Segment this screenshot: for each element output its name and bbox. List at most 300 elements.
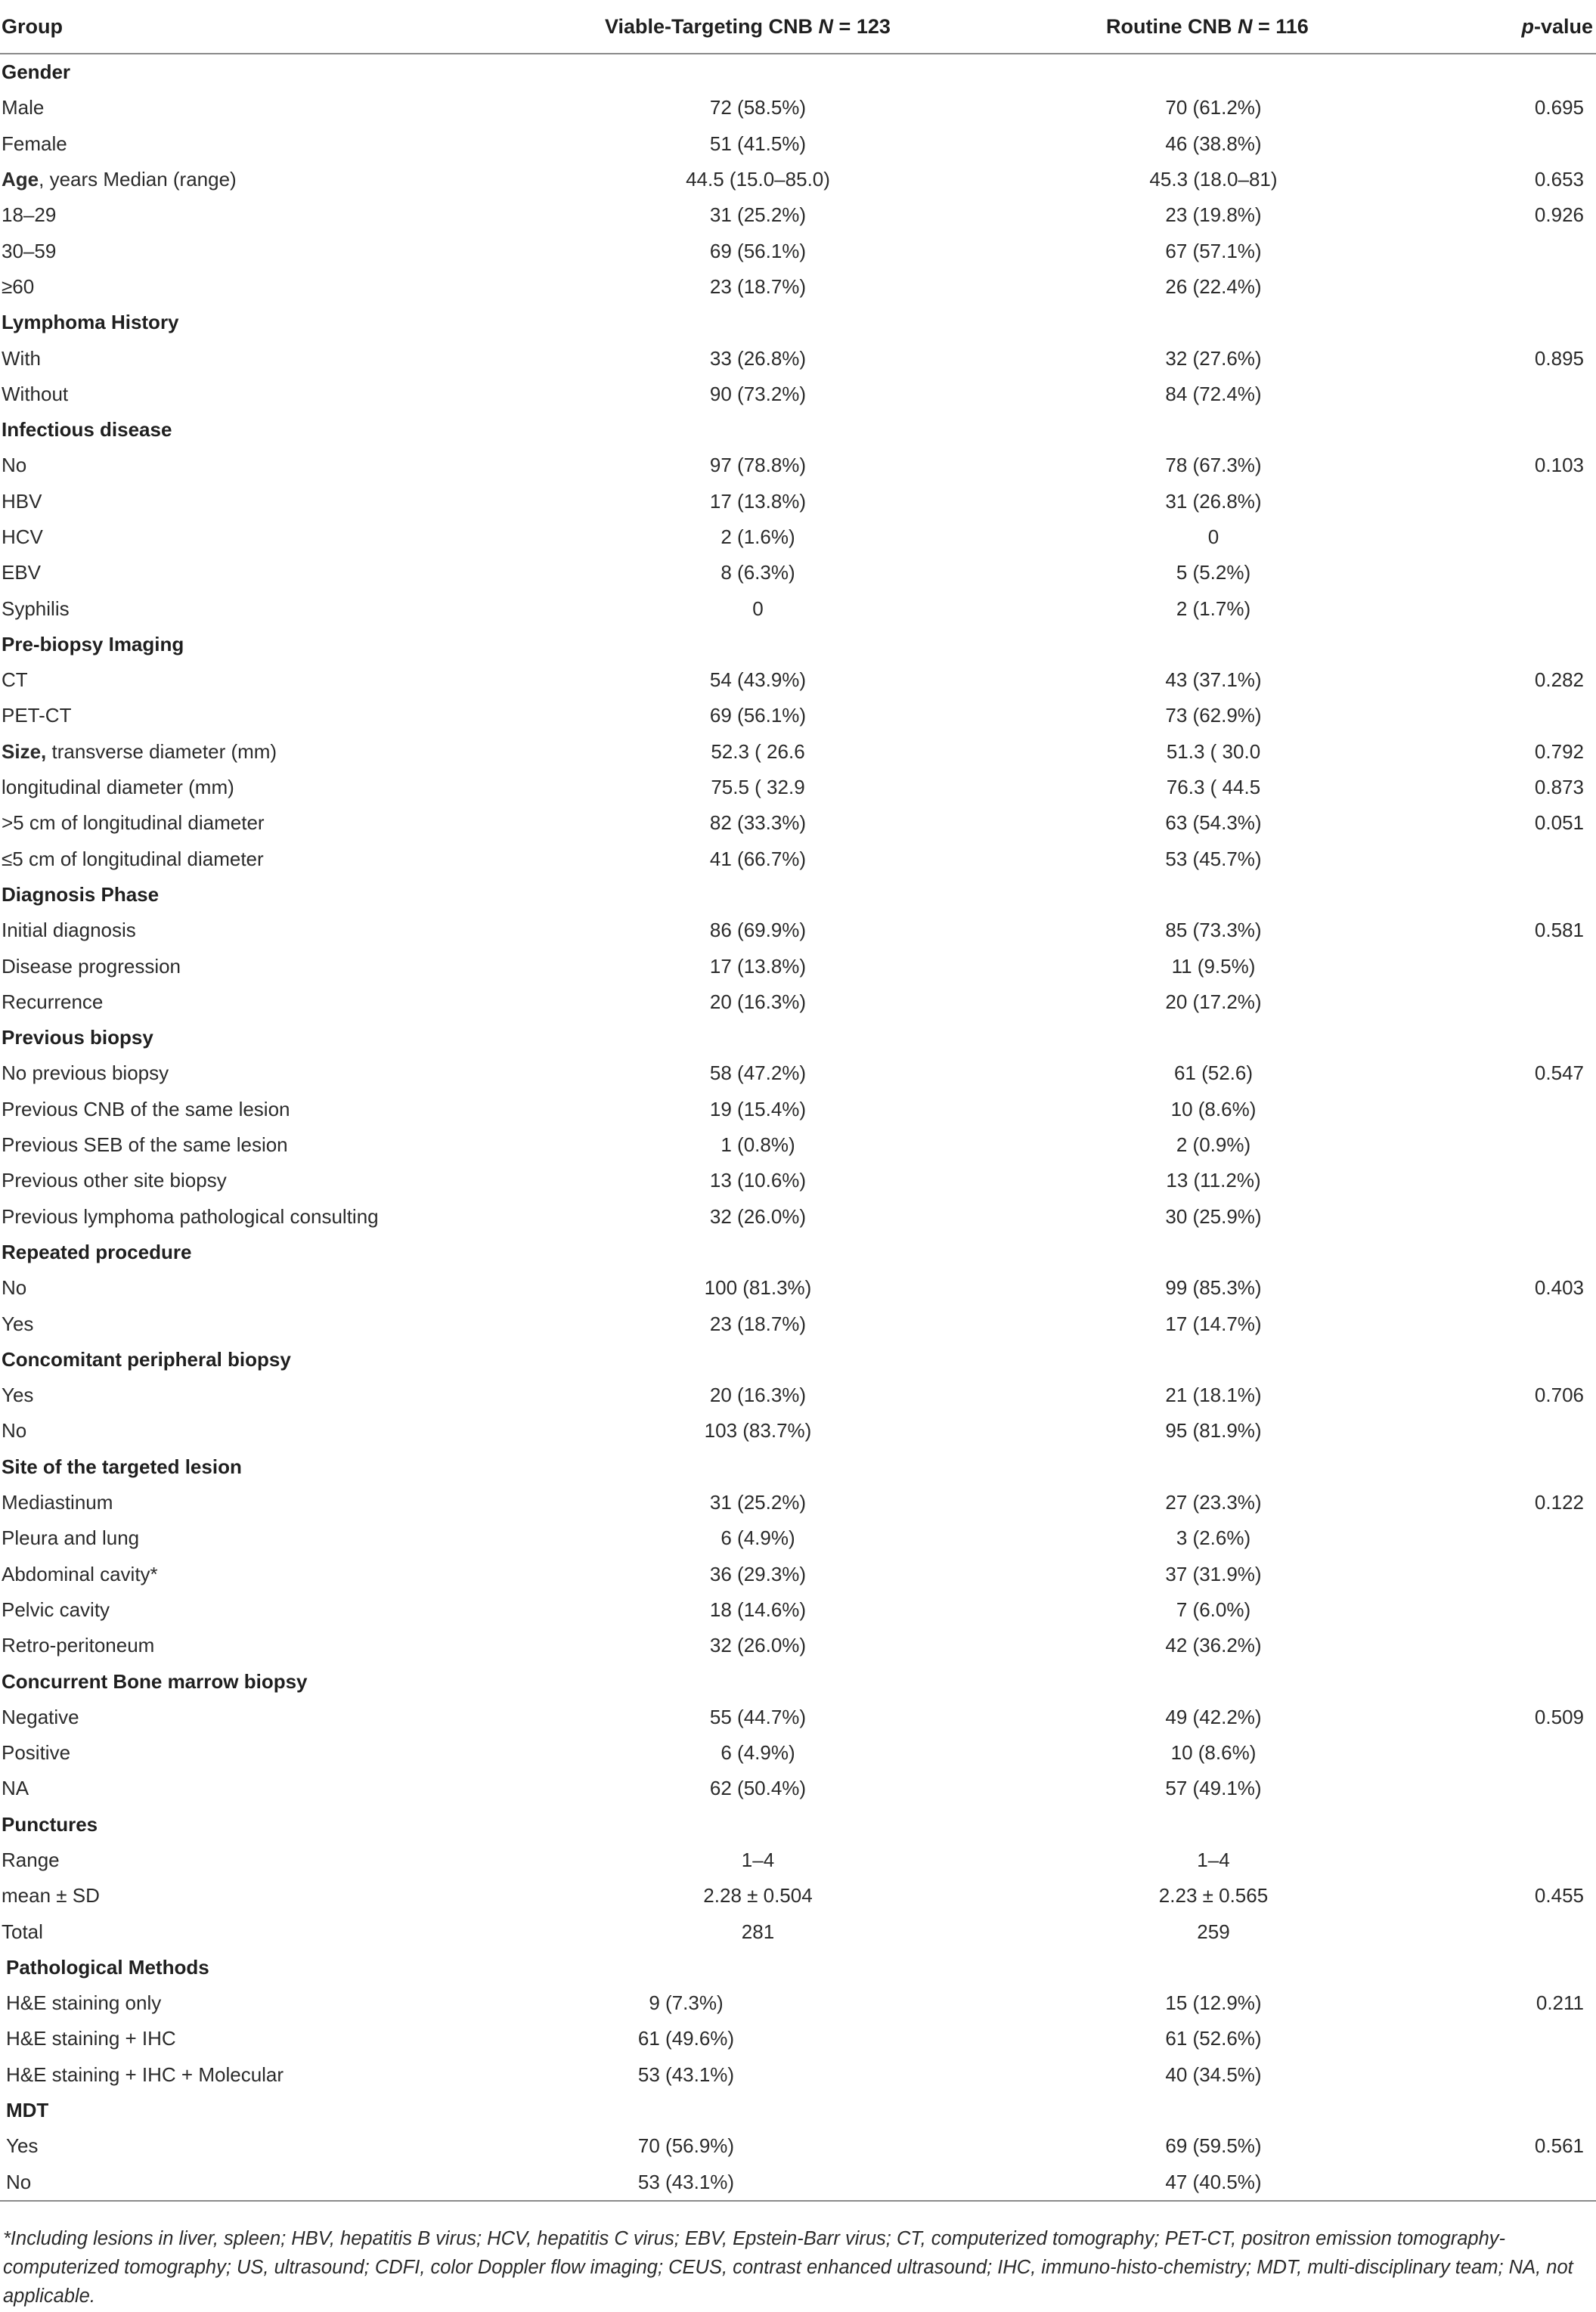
- section-header-row: [0, 877, 1596, 913]
- value-routine: [911, 948, 1516, 984]
- row-label: [0, 1378, 605, 1413]
- value-routine-text: 95 (81.9%): [1165, 1419, 1262, 1443]
- section-title: Pre-biopsy Imaging: [2, 632, 184, 655]
- value-p: [1516, 2165, 1596, 2201]
- value-routine-text: 47 (40.5%): [1165, 2170, 1262, 2193]
- value-routine-text: 27 (23.3%): [1165, 1491, 1262, 1514]
- value-routine-text: 17 (14.7%): [1165, 1312, 1262, 1335]
- section-header-row: [0, 1020, 1596, 1055]
- value-p: 0.926: [1534, 203, 1584, 227]
- value-routine-text: 37 (31.9%): [1165, 1562, 1262, 1585]
- value-routine-text: 2.23 ± 0.565: [1158, 1884, 1269, 1908]
- value-routine-text: 5 (5.2%): [1176, 561, 1251, 584]
- value-routine-text: 259: [1197, 1920, 1230, 1943]
- value-p: 0.706: [1534, 1384, 1584, 1407]
- section-title: Gender: [2, 60, 71, 84]
- value-routine-text: 67 (57.1%): [1165, 239, 1262, 262]
- row-label: [0, 2057, 605, 2093]
- value-viable-targeting-text: 9 (7.3%): [649, 1991, 724, 2015]
- row-label: [0, 233, 605, 268]
- value-viable-targeting-text: 6 (4.9%): [721, 1526, 795, 1550]
- value-p: 0.547: [1534, 1061, 1584, 1085]
- value-routine-text: 32 (27.6%): [1165, 346, 1262, 370]
- value-routine: [911, 2128, 1516, 2164]
- row-label-text: NA: [2, 1777, 29, 1800]
- row-label-text: >5 cm of longitudinal diameter: [2, 811, 265, 835]
- value-routine-text: 21 (18.1%): [1165, 1384, 1262, 1407]
- value-viable-targeting: [605, 1378, 911, 1413]
- value-routine-text: 84 (72.4%): [1165, 382, 1262, 405]
- value-viable-targeting-text: 100 (81.3%): [704, 1276, 812, 1300]
- value-routine: [911, 1842, 1516, 1878]
- row-label-text: H&E staining only: [6, 1991, 162, 2015]
- value-routine-text: 85 (73.3%): [1165, 919, 1262, 942]
- row-label: [0, 1520, 605, 1556]
- value-viable-targeting: [605, 1055, 911, 1091]
- value-viable-targeting-text: 2 (1.6%): [721, 525, 795, 548]
- value-routine: [911, 805, 1516, 841]
- row-label: [0, 1092, 605, 1127]
- table-row: [0, 233, 1596, 268]
- row-label-text: Range: [2, 1848, 60, 1871]
- value-routine-text: 30 (25.9%): [1165, 1204, 1262, 1228]
- section-header-row: [0, 1663, 1596, 1699]
- value-viable-targeting: [605, 948, 911, 984]
- value-routine-text: 42 (36.2%): [1165, 1634, 1262, 1657]
- value-routine-text: 15 (12.9%): [1165, 1991, 1262, 2015]
- table-row: [0, 1985, 1596, 2021]
- value-viable-targeting-text: 19 (15.4%): [709, 1097, 807, 1120]
- table-row: [0, 90, 1596, 126]
- section-header-row: [0, 1342, 1596, 1378]
- value-routine-text: 46 (38.8%): [1165, 132, 1262, 155]
- row-label-text: Female: [2, 132, 67, 155]
- section-header-row: [0, 1235, 1596, 1270]
- row-label: [0, 1127, 605, 1163]
- value-p: [1516, 1127, 1596, 1163]
- value-viable-targeting-text: 18 (14.6%): [709, 1598, 807, 1621]
- value-viable-targeting: [605, 1628, 911, 1663]
- value-p: [1516, 698, 1596, 733]
- row-label-text: Yes: [6, 2134, 39, 2158]
- value-p: [1516, 1163, 1596, 1198]
- section-title: Site of the targeted lesion: [2, 1455, 242, 1478]
- table-row: [0, 2165, 1596, 2201]
- row-label-text: Syphilis: [2, 597, 70, 620]
- table-row: [0, 519, 1596, 555]
- value-p: 0.211: [1536, 1991, 1584, 2015]
- row-label: [0, 913, 605, 948]
- value-routine-text: 73 (62.9%): [1165, 704, 1262, 727]
- value-routine: [911, 90, 1516, 126]
- value-routine-text: 26 (22.4%): [1165, 274, 1262, 298]
- value-routine: [911, 698, 1516, 733]
- table-row: [0, 1055, 1596, 1091]
- value-routine-text: 23 (19.8%): [1165, 203, 1262, 227]
- row-label-text: mean ± SD: [2, 1884, 100, 1908]
- row-label: [0, 340, 605, 376]
- row-label-text: No: [6, 2170, 32, 2193]
- value-viable-targeting: [533, 2165, 839, 2201]
- value-routine: [911, 1985, 1516, 2021]
- row-label-text: Negative: [2, 1705, 79, 1728]
- row-label-text: Previous lymphoma pathological consulting: [2, 1204, 379, 1228]
- value-routine: [911, 1055, 1516, 1091]
- table-row: [0, 984, 1596, 1020]
- row-label: [0, 770, 605, 805]
- value-viable-targeting-text: 72 (58.5%): [709, 96, 807, 119]
- row-label: [0, 197, 605, 233]
- value-routine-text: 61 (52.6%): [1165, 2027, 1262, 2050]
- value-routine-text: 78 (67.3%): [1165, 454, 1262, 477]
- value-viable-targeting-text: 33 (26.8%): [709, 346, 807, 370]
- value-viable-targeting: [605, 377, 911, 412]
- row-label: [0, 519, 605, 555]
- value-viable-targeting-text: 61 (49.6%): [637, 2027, 735, 2050]
- value-viable-targeting-text: 1 (0.8%): [721, 1133, 795, 1157]
- table-row: [0, 841, 1596, 877]
- value-routine: [911, 590, 1516, 626]
- value-p: [1516, 555, 1596, 590]
- value-viable-targeting-text: 281: [741, 1920, 775, 1943]
- row-label-text: Previous SEB of the same lesion: [2, 1133, 288, 1157]
- value-routine: [911, 734, 1516, 770]
- value-routine: [911, 484, 1516, 519]
- row-label-text: Retro-peritoneum: [2, 1634, 155, 1657]
- value-routine: [911, 1520, 1516, 1556]
- value-routine: [911, 770, 1516, 805]
- value-routine-text: 10 (8.6%): [1170, 1741, 1257, 1765]
- value-routine-text: 10 (8.6%): [1170, 1097, 1257, 1120]
- value-viable-targeting-text: 97 (78.8%): [709, 454, 807, 477]
- value-p: 0.122: [1534, 1491, 1584, 1514]
- table-row: [0, 1163, 1596, 1198]
- value-viable-targeting: [605, 1092, 911, 1127]
- value-p: [1516, 1413, 1596, 1449]
- row-label: [0, 90, 605, 126]
- value-p: 0.282: [1534, 668, 1584, 692]
- value-p: 0.051: [1534, 811, 1584, 835]
- row-label: [0, 162, 605, 197]
- value-viable-targeting: [605, 1878, 911, 1914]
- section-header-row: [0, 1449, 1596, 1485]
- table-row: [0, 1878, 1596, 1914]
- row-label-bold: Age: [2, 168, 39, 191]
- value-routine-text: 76.3 ( 44.5: [1166, 776, 1261, 799]
- value-viable-targeting: [605, 734, 911, 770]
- value-routine-text: 2 (1.7%): [1176, 597, 1251, 620]
- value-viable-targeting-text: 51 (41.5%): [709, 132, 807, 155]
- row-label: [0, 377, 605, 412]
- value-viable-targeting: [605, 590, 911, 626]
- row-label: [0, 1199, 605, 1235]
- value-routine: [911, 1914, 1516, 1949]
- table-row: [0, 197, 1596, 233]
- value-viable-targeting: [605, 1842, 911, 1878]
- value-p: [1516, 1842, 1596, 1878]
- table-row: [0, 377, 1596, 412]
- row-label: [0, 984, 605, 1020]
- row-label-text: Pleura and lung: [2, 1526, 140, 1550]
- table-row: [0, 1127, 1596, 1163]
- value-routine-text: 43 (37.1%): [1165, 668, 1262, 692]
- value-viable-targeting-text: 2.28 ± 0.504: [703, 1884, 813, 1908]
- value-routine-text: 69 (59.5%): [1165, 2134, 1262, 2158]
- value-p: 0.695: [1534, 96, 1584, 119]
- value-p: [1516, 377, 1596, 412]
- value-viable-targeting-text: 44.5 (15.0–85.0): [686, 168, 830, 191]
- row-label: [0, 662, 605, 698]
- value-p: [1516, 484, 1596, 519]
- value-routine: [911, 1592, 1516, 1628]
- value-p: [1516, 948, 1596, 984]
- section-header-row: [0, 1950, 1596, 1985]
- row-label: [0, 805, 605, 841]
- value-viable-targeting-text: 32 (26.0%): [709, 1204, 807, 1228]
- value-viable-targeting-text: 23 (18.7%): [709, 274, 807, 298]
- value-p: [1516, 1520, 1596, 1556]
- value-routine: [911, 1270, 1516, 1306]
- value-viable-targeting: [605, 698, 911, 733]
- value-routine: [911, 519, 1516, 555]
- value-routine: [911, 555, 1516, 590]
- value-viable-targeting-text: 53 (43.1%): [637, 2170, 735, 2193]
- row-label-text: 30–59: [2, 239, 57, 262]
- table-row: [0, 126, 1596, 162]
- value-routine-text: 63 (54.3%): [1165, 811, 1262, 835]
- value-viable-targeting-text: 58 (47.2%): [709, 1061, 807, 1085]
- table-footnote: *Including lesions in liver, spleen; HBV, hepatitis B virus; HCV, hepatitis C virus; EBV, Epstein-Barr virus; CT, computerized tomography; PET-CT, positron emission tomography-computerized tomography; US, ultrasound; CDFI, color Doppler flow imaging; CEUS, contrast enhanced ultrasound; IHC, immuno-histo-chemistry; MDT, multi-disciplinary team; NA, not applicable.: [3, 2228, 1573, 2307]
- row-label-text: transverse diameter (mm): [46, 739, 277, 763]
- value-routine-text: 2 (0.9%): [1176, 1133, 1251, 1157]
- row-label: [0, 1485, 605, 1520]
- value-p: [1516, 1735, 1596, 1771]
- table-row: [0, 1270, 1596, 1306]
- table-row: [0, 2057, 1596, 2093]
- row-label: [0, 2165, 605, 2201]
- value-p: 0.895: [1534, 346, 1584, 370]
- value-routine-text: 99 (85.3%): [1165, 1276, 1262, 1300]
- table-row: [0, 1520, 1596, 1556]
- value-routine: [911, 448, 1516, 483]
- value-routine: [911, 1700, 1516, 1735]
- value-viable-targeting: [605, 162, 911, 197]
- value-viable-targeting-text: 75.5 ( 32.9: [711, 776, 805, 799]
- value-routine-text: 0: [1207, 525, 1219, 548]
- value-viable-targeting-text: 52.3 ( 26.6: [711, 739, 805, 763]
- value-p: 0.792: [1534, 739, 1584, 763]
- table-body: [0, 54, 1596, 2201]
- value-routine: [911, 1878, 1516, 1914]
- value-routine-text: 49 (42.2%): [1165, 1705, 1262, 1728]
- value-p: [1516, 1199, 1596, 1235]
- table-row: [0, 1700, 1596, 1735]
- table-header-row: [0, 0, 1596, 54]
- row-label-text: HCV: [2, 525, 43, 548]
- value-viable-targeting-text: 32 (26.0%): [709, 1634, 807, 1657]
- row-label-text: HBV: [2, 489, 42, 513]
- table-row: [0, 269, 1596, 305]
- row-label-text: Male: [2, 96, 45, 119]
- value-p: [1516, 2057, 1596, 2093]
- value-viable-targeting: [605, 913, 911, 948]
- value-routine-text: 40 (34.5%): [1165, 2063, 1262, 2086]
- table-row: [0, 770, 1596, 805]
- value-viable-targeting-text: 13 (10.6%): [709, 1169, 807, 1192]
- value-viable-targeting-text: 62 (50.4%): [709, 1777, 807, 1800]
- value-routine-text: 45.3 (18.0–81): [1149, 168, 1278, 191]
- value-routine-text: 1–4: [1197, 1848, 1230, 1871]
- row-label-text: Yes: [2, 1312, 34, 1335]
- value-viable-targeting: [605, 1270, 911, 1306]
- row-label-text: longitudinal diameter (mm): [2, 776, 234, 799]
- value-viable-targeting-text: 53 (43.1%): [637, 2063, 735, 2086]
- value-viable-targeting-text: 41 (66.7%): [709, 847, 807, 870]
- row-label-text: No: [2, 1276, 27, 1300]
- value-p: [1516, 1306, 1596, 1341]
- row-label: [0, 269, 605, 305]
- value-viable-targeting: [605, 269, 911, 305]
- value-viable-targeting: [533, 2021, 839, 2056]
- row-label-text: Without: [2, 382, 69, 405]
- section-title: Infectious disease: [2, 418, 172, 442]
- row-label-text: ≥60: [2, 274, 35, 298]
- value-p: [1516, 233, 1596, 268]
- value-viable-targeting-text: 54 (43.9%): [709, 668, 807, 692]
- value-viable-targeting: [605, 519, 911, 555]
- value-routine-text: 61 (52.6): [1173, 1061, 1254, 1085]
- section-header-row: [0, 305, 1596, 340]
- value-routine-text: 51.3 ( 30.0: [1166, 739, 1261, 763]
- value-viable-targeting: [605, 1735, 911, 1771]
- value-routine-text: 70 (61.2%): [1165, 96, 1262, 119]
- value-viable-targeting-text: 82 (33.3%): [709, 811, 807, 835]
- value-viable-targeting-text: 55 (44.7%): [709, 1705, 807, 1728]
- header-viable-targeting: Viable-Targeting CNB N = 123: [605, 0, 911, 54]
- value-viable-targeting-text: 69 (56.1%): [709, 704, 807, 727]
- value-p: 0.509: [1534, 1705, 1584, 1728]
- value-viable-targeting: [605, 1520, 911, 1556]
- row-label-text: Mediastinum: [2, 1491, 113, 1514]
- row-label-text: Total: [2, 1920, 43, 1943]
- table-row: [0, 698, 1596, 733]
- value-routine-text: 57 (49.1%): [1165, 1777, 1262, 1800]
- value-viable-targeting-text: 31 (25.2%): [709, 203, 807, 227]
- table-row: [0, 590, 1596, 626]
- table-row: [0, 1199, 1596, 1235]
- value-routine: [911, 913, 1516, 948]
- table-row: [0, 448, 1596, 483]
- table-row: [0, 2128, 1596, 2164]
- value-viable-targeting: [605, 1127, 911, 1163]
- header-group: Group: [0, 0, 605, 54]
- row-label-text: Previous CNB of the same lesion: [2, 1097, 290, 1120]
- value-viable-targeting: [605, 90, 911, 126]
- value-viable-targeting: [605, 662, 911, 698]
- value-p: 0.653: [1534, 168, 1584, 191]
- value-routine: [911, 197, 1516, 233]
- row-label-text: 18–29: [2, 203, 57, 227]
- row-label: [0, 1985, 605, 2021]
- value-routine: [911, 1306, 1516, 1341]
- row-label: [0, 590, 605, 626]
- value-viable-targeting: [605, 484, 911, 519]
- row-label: [0, 948, 605, 984]
- table-row: [0, 1378, 1596, 1413]
- value-viable-targeting: [605, 448, 911, 483]
- value-p: [1516, 841, 1596, 877]
- section-title: Diagnosis Phase: [2, 882, 160, 906]
- value-p: [1516, 2021, 1596, 2056]
- value-viable-targeting-text: 31 (25.2%): [709, 1491, 807, 1514]
- value-routine: [911, 1628, 1516, 1663]
- table-row: [0, 2021, 1596, 2056]
- value-p: [1516, 1628, 1596, 1663]
- value-viable-targeting: [605, 1556, 911, 1591]
- value-viable-targeting: [605, 841, 911, 877]
- value-viable-targeting: [533, 2057, 839, 2093]
- table-row: [0, 805, 1596, 841]
- value-viable-targeting-text: 23 (18.7%): [709, 1312, 807, 1335]
- section-header-row: [0, 2093, 1596, 2128]
- row-label: [0, 126, 605, 162]
- value-routine-text: 7 (6.0%): [1176, 1598, 1251, 1621]
- value-viable-targeting: [605, 805, 911, 841]
- section-header-row: [0, 412, 1596, 448]
- value-viable-targeting-text: 0: [752, 597, 764, 620]
- table-row: [0, 913, 1596, 948]
- value-viable-targeting-text: 17 (13.8%): [709, 489, 807, 513]
- table-row: [0, 162, 1596, 197]
- value-routine: [911, 233, 1516, 268]
- value-viable-targeting: [605, 1700, 911, 1735]
- value-routine: [911, 2165, 1516, 2201]
- value-routine-text: 31 (26.8%): [1165, 489, 1262, 513]
- value-routine: [911, 269, 1516, 305]
- value-viable-targeting: [605, 126, 911, 162]
- row-label: [0, 1306, 605, 1341]
- table-row: [0, 555, 1596, 590]
- row-label-text: With: [2, 346, 41, 370]
- row-label: [0, 1163, 605, 1198]
- row-label: [0, 698, 605, 733]
- value-p: [1516, 590, 1596, 626]
- value-p: [1516, 1092, 1596, 1127]
- table-row: [0, 1842, 1596, 1878]
- section-title: Previous biopsy: [2, 1026, 153, 1049]
- section-header-row: [0, 1807, 1596, 1842]
- row-label-text: PET-CT: [2, 704, 72, 727]
- value-routine: [911, 2021, 1516, 2056]
- value-p: [1516, 1592, 1596, 1628]
- value-viable-targeting-text: 8 (6.3%): [721, 561, 795, 584]
- value-p: [1516, 126, 1596, 162]
- value-p: 0.403: [1534, 1276, 1584, 1300]
- row-label: [0, 1055, 605, 1091]
- value-p: 0.561: [1534, 2134, 1584, 2158]
- table-row: [0, 1771, 1596, 1806]
- value-routine: [911, 1163, 1516, 1198]
- value-viable-targeting: [605, 1163, 911, 1198]
- value-viable-targeting: [605, 1485, 911, 1520]
- value-p: [1516, 984, 1596, 1020]
- row-label: [0, 1628, 605, 1663]
- table-row: [0, 1413, 1596, 1449]
- value-viable-targeting: [605, 1592, 911, 1628]
- value-routine: [911, 162, 1516, 197]
- row-label-bold: Size,: [2, 739, 47, 763]
- value-viable-targeting: [605, 1914, 911, 1949]
